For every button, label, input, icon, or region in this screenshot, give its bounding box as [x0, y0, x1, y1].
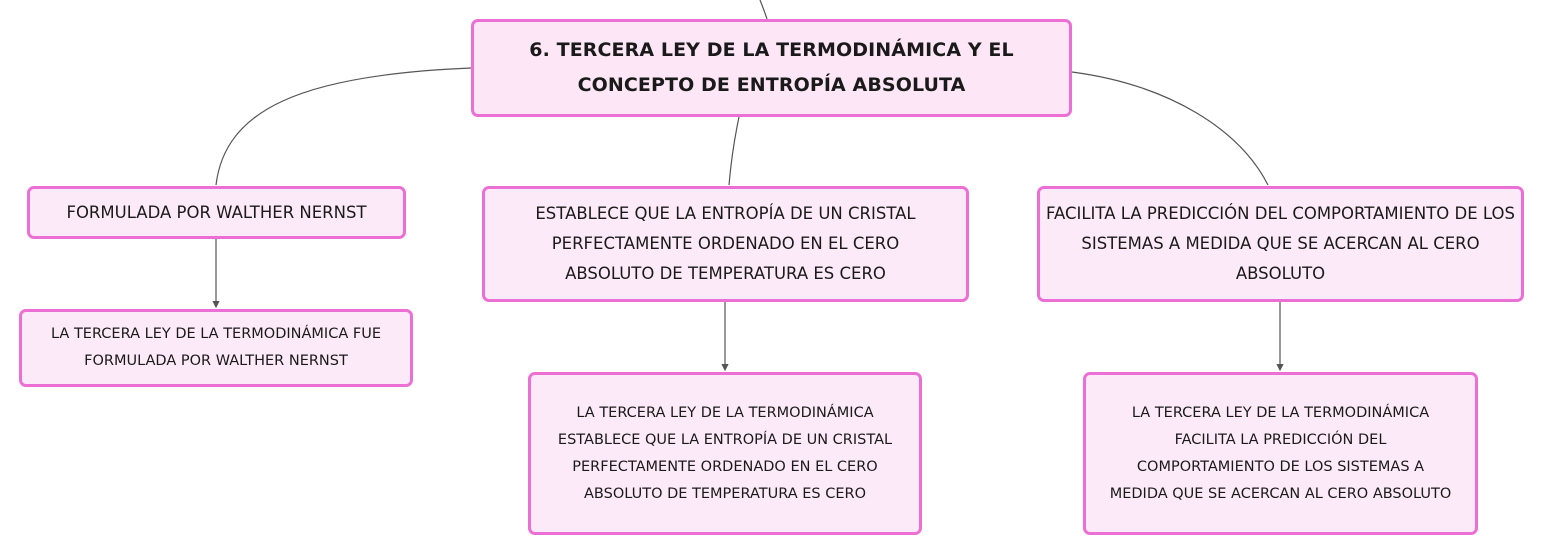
branch-node-2[interactable]: [482, 186, 969, 302]
child-node-2-label: LA TERCERA LEY DE LA TERMODINÁMICA ESTABLECE QUE LA ENTROPÍA DE UN CRISTAL PERFECTAMENTE ORDENADO EN EL CERO ABSOLUTO DE TEMPERATURA ES CERO: [557, 404, 893, 502]
branch-node-1-label: FORMULADA POR WALTHER NERNST: [66, 202, 367, 222]
branch-node-3[interactable]: [1037, 186, 1524, 302]
connector-root-to-branch-1: [216, 68, 471, 185]
child-node-3-label: LA TERCERA LEY DE LA TERMODINÁMICA FACILITA LA PREDICCIÓN DEL COMPORTAMIENTO DE LOS SISTEMAS A MEDIDA QUE SE ACERCAN AL CERO ABSOLUTO: [1109, 404, 1452, 502]
root-node[interactable]: [471, 19, 1072, 117]
branch-node-1[interactable]: [27, 186, 406, 239]
connector-root-to-branch-3: [1072, 72, 1268, 185]
child-node-2[interactable]: [528, 372, 922, 535]
child-node-1[interactable]: [19, 309, 413, 387]
connector-parent-to-root: [760, 0, 767, 19]
branch-node-2-label: ESTABLECE QUE LA ENTROPÍA DE UN CRISTAL PERFECTAMENTE ORDENADO EN EL CERO ABSOLUTO DE TEMPERATURA ES CERO: [535, 204, 916, 283]
connector-root-to-branch-2: [729, 117, 739, 185]
root-node-title: 6. TERCERA LEY DE LA TERMODINÁMICA Y EL CONCEPTO DE ENTROPÍA ABSOLUTA: [529, 39, 1014, 96]
child-node-3[interactable]: [1083, 372, 1478, 535]
branch-node-3-label: FACILITA LA PREDICCIÓN DEL COMPORTAMIENTO DE LOS SISTEMAS A MEDIDA QUE SE ACERCAN AL CERO ABSOLUTO: [1046, 204, 1515, 283]
child-node-1-label: LA TERCERA LEY DE LA TERMODINÁMICA FUE FORMULADA POR WALTHER NERNST: [51, 326, 381, 369]
